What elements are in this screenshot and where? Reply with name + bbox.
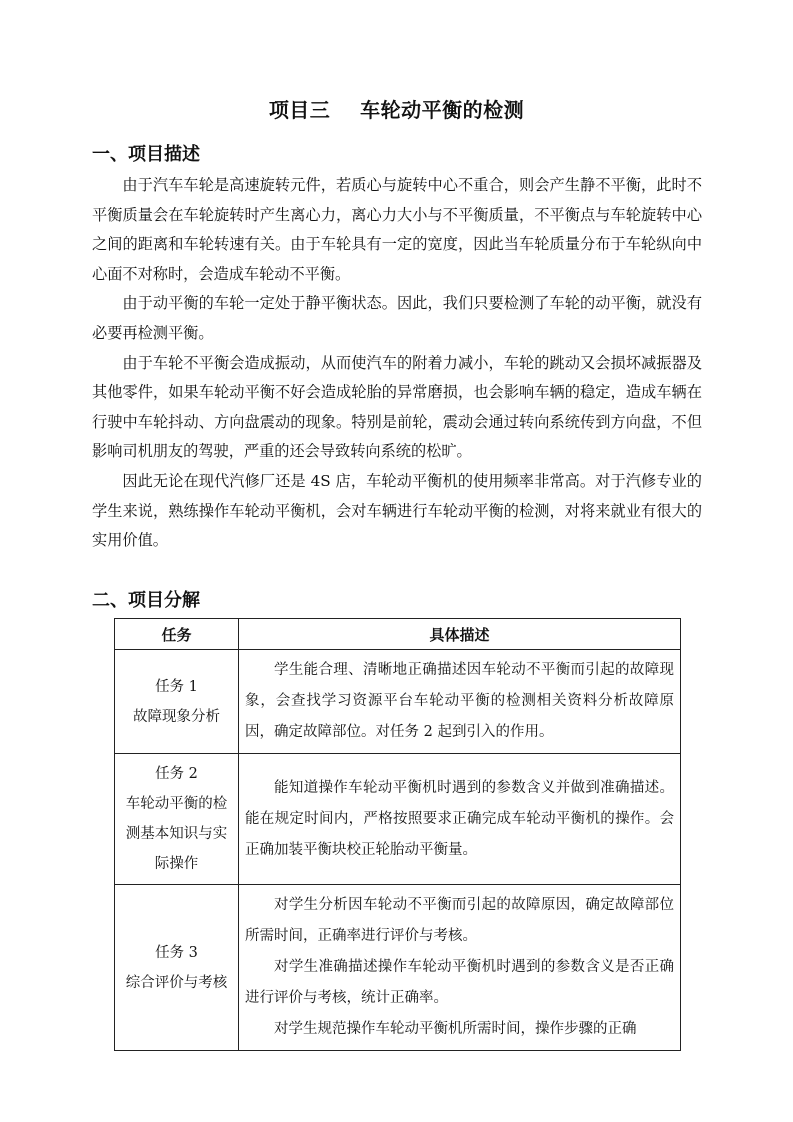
paragraph: 因此无论在现代汽修厂还是 4S 店，车轮动平衡机的使用频率非常高。对于汽修专业的学生来说，熟练操作车轮动平衡机，会对车辆进行车轮动平衡的检测，对将来就业有很大的实用价值。 — [92, 471, 702, 550]
task-line: 际操作 — [154, 856, 199, 872]
column-header-description: 具体描述 — [239, 619, 681, 650]
task-line: 车轮动平衡的检 — [125, 796, 228, 812]
task-table — [114, 618, 681, 1051]
description-text: 对学生准确描述操作车轮动平衡机时遇到的参数含义是否正确进行评价与考核，统计正确率。 — [245, 959, 674, 1006]
description-text: 对学生规范操作车轮动平衡机所需时间，操作步骤的正确 — [274, 1021, 637, 1037]
description-body — [92, 171, 702, 556]
table-header-row — [115, 619, 681, 650]
description-cell — [239, 885, 681, 1051]
column-header-task: 任务 — [115, 619, 239, 650]
paragraph: 由于动平衡的车轮一定处于静平衡状态。因此，我们只要检测了车轮的动平衡，就没有必要再检测平衡。 — [92, 294, 702, 342]
page-title: 项目三 车轮动平衡的检测 — [268, 98, 525, 122]
task-line: 任务 3 — [155, 944, 198, 961]
task-line: 故障现象分析 — [133, 708, 220, 725]
section-heading-description: 一、项目描述 — [92, 144, 200, 165]
description-cell — [239, 754, 681, 885]
description-text: 能知道操作车轮动平衡机时遇到的参数含义并做到准确描述。能在规定时间内，严格按照要求正确完成车轮动平衡机的操作。会正确加装平衡块校正轮胎动平衡量。 — [245, 779, 674, 858]
description-text: 学生能合理、清晰地正确描述因车轮动不平衡而引起的故障现象，会查找学习资源平台车轮动平衡的检测相关资料分析故障原因，确定故障部位。对任务 2 起到引入的作用。 — [245, 662, 674, 740]
description-text: 对学生分析因车轮动不平衡而引起的故障原因，确定故障部位所需时间，正确率进行评价与考核。 — [245, 897, 674, 944]
description-cell — [239, 650, 681, 754]
table-row — [115, 754, 681, 885]
task-cell — [115, 885, 239, 1051]
table-row — [115, 885, 681, 1051]
task-line: 测基本知识与实 — [125, 826, 228, 842]
paragraph: 由于汽车车轮是高速旋转元件，若质心与旋转中心不重合，则会产生静不平衡，此时不平衡质量会在车轮旋转时产生离心力，离心力大小与不平衡质量，不平衡点与车轮旋转中心之间的距离和车轮转速有关。由于车轮具有一定的宽度，因此当车轮质量分布于车轮纵向中心面不对称时，会造成车轮动不平衡。 — [92, 176, 702, 283]
task-line: 综合评价与考核 — [125, 974, 228, 991]
section-heading-breakdown: 二、项目分解 — [92, 590, 200, 611]
table-row — [115, 650, 681, 754]
task-cell — [115, 650, 239, 754]
paragraph: 由于车轮不平衡会造成振动，从而使汽车的附着力减小，车轮的跳动又会损坏减振器及其他零件，如果车轮动平衡不好会造成轮胎的异常磨损，也会影响车辆的稳定，造成车辆在行驶中车轮抖动、方向盘震动的现象。特别是前轮，震动会通过转向系统传到方向盘，不但影响司机朋友的驾驶，严重的还会导致转向系统的松旷。 — [92, 353, 702, 461]
task-line: 任务 2 — [155, 766, 198, 782]
task-line: 任务 1 — [155, 678, 198, 695]
task-cell — [115, 754, 239, 885]
